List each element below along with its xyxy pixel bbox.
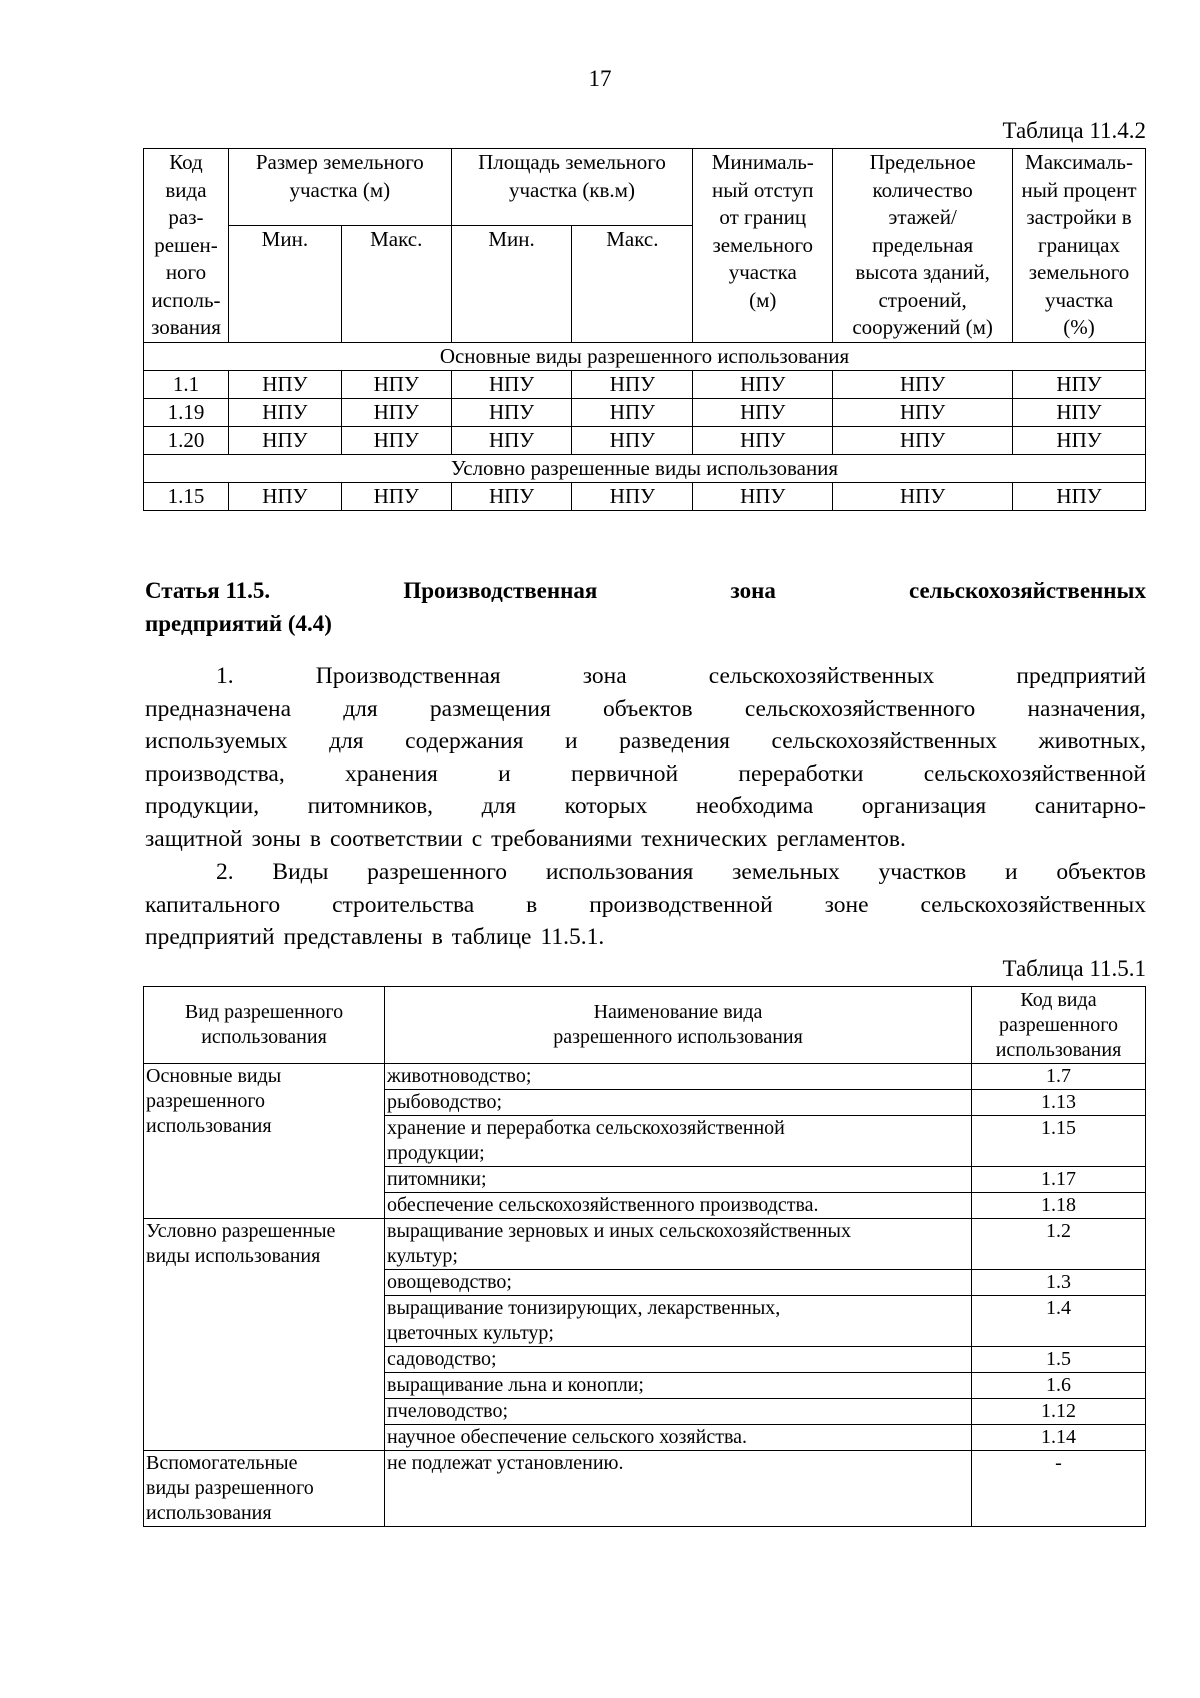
word: питомников,: [307, 793, 434, 819]
word: капитального: [145, 891, 281, 918]
table-caption: Таблица 11.4.2: [1002, 118, 1146, 143]
text-line: участка (кв.м): [508, 177, 635, 202]
text-line: Минималь-: [711, 150, 814, 174]
text-line: участка: [1044, 287, 1114, 312]
text-line: культур;: [387, 1245, 458, 1267]
word: сельскохозяйственных: [920, 891, 1146, 918]
word: защитной: [145, 825, 243, 852]
value-cell: НПУ: [228, 482, 341, 510]
text-line: рыбоводство;: [387, 1091, 502, 1113]
use-code-cell: 1.5: [972, 1347, 1146, 1373]
text-line: ного: [165, 260, 207, 284]
code-cell: 1.20: [144, 426, 229, 454]
text-line: (%): [1063, 315, 1095, 339]
word: переработки: [738, 760, 864, 787]
table-row: [144, 1451, 1146, 1527]
word: строительства: [332, 891, 475, 918]
value-cell: НПУ: [572, 370, 693, 398]
text-line: от границ: [719, 205, 807, 229]
paragraph-line: [145, 660, 1146, 693]
value-cell: НПУ: [572, 426, 693, 454]
paragraph-line: [145, 758, 1146, 791]
word: зоне: [824, 891, 869, 918]
value-cell: НПУ: [833, 370, 1013, 398]
group-label-cell: [144, 1219, 385, 1451]
word: производства,: [145, 760, 285, 787]
value-cell: НПУ: [693, 482, 833, 510]
word: для: [329, 728, 364, 754]
word: использования: [545, 859, 694, 885]
paragraph-line: [145, 823, 1146, 856]
text-line: ный отступ: [712, 177, 814, 202]
value-cell: НПУ: [228, 398, 341, 426]
page-number: 17: [588, 66, 612, 91]
table-row: [144, 426, 1146, 454]
word: предприятий: [145, 924, 275, 950]
table-row: [144, 482, 1146, 510]
text-line: (м): [749, 287, 777, 312]
use-code-cell: 1.12: [972, 1399, 1146, 1425]
text-line: этажей/: [888, 205, 957, 229]
header-floors: [833, 149, 1013, 343]
text-line: земельного: [712, 232, 814, 257]
value-cell: НПУ: [1013, 482, 1146, 510]
group-label-cell: [144, 1064, 385, 1219]
word: и: [1005, 859, 1018, 885]
paragraph-2: [145, 856, 1146, 954]
value-cell: НПУ: [451, 482, 572, 510]
text-line: Вспомогательные: [146, 1452, 298, 1474]
paragraph-line: [145, 856, 1146, 889]
use-code-cell: -: [972, 1451, 1146, 1527]
use-code-cell: 1.13: [972, 1090, 1146, 1116]
heading-line-2: предприятий (4.4): [145, 611, 332, 636]
text-line: использования: [201, 1026, 327, 1048]
word: представлены: [283, 924, 423, 950]
word: размещения: [429, 695, 551, 722]
text-line: зования: [151, 315, 221, 339]
text-line: Предельное: [869, 150, 976, 174]
text-line: разрешенного: [146, 1090, 266, 1112]
text-line: Основные виды: [146, 1065, 282, 1087]
text-line: границах: [1038, 232, 1120, 257]
text-line: выращивание зерновых и иных сельскохозяйственных: [387, 1220, 851, 1242]
text-line: исполь-: [151, 287, 221, 312]
header-type: [144, 987, 385, 1064]
header-setback: [693, 149, 833, 343]
text-line: использования: [146, 1502, 272, 1524]
use-name-cell: [385, 1090, 972, 1116]
value-cell: НПУ: [693, 426, 833, 454]
text-line: выращивание льна и конопли;: [387, 1374, 644, 1396]
text-line: виды использования: [146, 1245, 321, 1267]
value-cell: НПУ: [341, 482, 451, 510]
value-cell: НПУ: [228, 370, 341, 398]
text-line: разрешенного: [998, 1013, 1119, 1036]
word: предприятий: [1016, 663, 1146, 689]
text-line: строений,: [878, 287, 967, 312]
table-11-5-1: [143, 986, 1146, 1527]
text-line: Условно разрешенные: [146, 1220, 336, 1242]
word: зоны: [251, 825, 301, 852]
table-caption: Таблица 11.5.1: [1002, 956, 1146, 981]
value-cell: НПУ: [1013, 398, 1146, 426]
word: технических: [641, 825, 768, 852]
text-line: разрешенного использования: [553, 1026, 803, 1048]
word: Производственная: [315, 663, 501, 689]
text-line: продукции;: [387, 1142, 485, 1164]
use-code-cell: 1.14: [972, 1425, 1146, 1451]
use-name-cell: [385, 1347, 972, 1373]
word: с: [471, 825, 483, 852]
text-line: Код вида: [1020, 988, 1097, 1011]
value-cell: НПУ: [451, 398, 572, 426]
use-name-cell: [385, 1399, 972, 1425]
text-line: высота зданий,: [855, 260, 990, 284]
value-cell: НПУ: [228, 426, 341, 454]
text-line: питомники;: [387, 1168, 487, 1190]
section-main: Основные виды разрешенного использования: [144, 342, 1146, 370]
value-cell: НПУ: [451, 370, 572, 398]
header-max: Макс.: [572, 226, 693, 343]
use-code-cell: 1.2: [972, 1219, 1146, 1270]
text-line: научное обеспечение сельского хозяйства.: [387, 1426, 748, 1448]
value-cell: НПУ: [693, 398, 833, 426]
word: Виды: [272, 859, 329, 885]
word: санитарно-: [1034, 793, 1146, 819]
word: животных,: [1038, 728, 1146, 754]
word: в: [309, 825, 321, 852]
word: сельскохозяйственного: [744, 695, 976, 722]
word: соответствии: [329, 825, 463, 852]
value-cell: НПУ: [833, 482, 1013, 510]
word: организация: [861, 793, 987, 819]
text-line: не подлежат установлению.: [387, 1452, 624, 1474]
table-row: [144, 398, 1146, 426]
table-row: [144, 1064, 1146, 1090]
text-line: Максималь-: [1025, 150, 1133, 174]
header-coverage: [1013, 149, 1146, 343]
word: первичной: [570, 760, 679, 787]
word: продукции,: [145, 793, 260, 819]
use-name-cell: [385, 1193, 972, 1219]
header-name: [385, 987, 972, 1064]
word: сельскохозяйственных: [771, 728, 997, 754]
text-line: застройки в: [1026, 205, 1132, 229]
word: сельскохозяйственной: [923, 760, 1146, 787]
use-name-cell: [385, 1425, 972, 1451]
value-cell: НПУ: [341, 398, 451, 426]
text-line: выращивание тонизирующих, лекарственных,: [387, 1297, 781, 1319]
use-name-cell: [385, 1064, 972, 1090]
use-name-cell: [385, 1116, 972, 1167]
code-cell: 1.15: [144, 482, 229, 510]
header-min: Мин.: [451, 226, 572, 343]
word: которых: [564, 793, 648, 819]
word: объектов: [603, 695, 693, 722]
text-line: пчеловодство;: [387, 1400, 509, 1422]
value-cell: НПУ: [1013, 426, 1146, 454]
text-line: цветочных культур;: [387, 1322, 554, 1344]
word: участков: [878, 859, 967, 885]
text-line: Наименование вида: [593, 1001, 763, 1023]
use-code-cell: 1.17: [972, 1167, 1146, 1193]
header-min: Мин.: [228, 226, 341, 343]
value-cell: НПУ: [341, 426, 451, 454]
header-code: [144, 149, 229, 343]
text-line: участка: [728, 260, 797, 284]
heading-word: Производственная: [403, 578, 598, 603]
group-label-cell: [144, 1451, 385, 1527]
header-plot-size: [228, 149, 451, 226]
word: таблице: [451, 924, 532, 950]
code-cell: 1.1: [144, 370, 229, 398]
word: необходима: [695, 793, 814, 819]
word: в: [526, 891, 538, 918]
word: и: [564, 728, 578, 754]
word: назначения,: [1027, 695, 1146, 722]
value-cell: НПУ: [1013, 370, 1146, 398]
text-line: участка (м): [289, 177, 391, 202]
word: 1.: [216, 663, 234, 689]
table-row: [144, 1219, 1146, 1270]
use-code-cell: 1.3: [972, 1270, 1146, 1296]
word: в: [431, 924, 443, 950]
table-11-4-2: [143, 148, 1146, 511]
use-code-cell: 1.18: [972, 1193, 1146, 1219]
text-line: Вид разрешенного: [184, 1001, 344, 1023]
use-name-cell: [385, 1373, 972, 1399]
heading-word: сельскохозяйственных: [908, 578, 1146, 603]
value-cell: НПУ: [451, 426, 572, 454]
word: для: [343, 695, 378, 722]
word: используемых: [145, 728, 288, 754]
word: разрешенного: [367, 859, 508, 885]
text-line: использования: [995, 1038, 1122, 1061]
word: содержания: [405, 728, 524, 754]
use-code-cell: 1.15: [972, 1116, 1146, 1167]
text-line: животноводство;: [387, 1065, 532, 1087]
text-line: Размер земельного: [255, 150, 424, 174]
use-code-cell: 1.7: [972, 1064, 1146, 1090]
use-code-cell: 1.6: [972, 1373, 1146, 1399]
text-line: решен-: [154, 232, 218, 257]
text-line: сооружений (м): [852, 315, 993, 339]
use-name-cell: [385, 1296, 972, 1347]
word: хранения: [344, 760, 438, 787]
text-line: вида: [165, 177, 207, 202]
heading-word: Статья 11.5.: [145, 578, 271, 603]
paragraph-line: [145, 693, 1146, 726]
word: земельных: [732, 859, 840, 885]
value-cell: НПУ: [572, 398, 693, 426]
use-code-cell: 1.4: [972, 1296, 1146, 1347]
text-line: виды разрешенного: [146, 1477, 314, 1499]
paragraph-line: [145, 921, 1146, 954]
table-row: [144, 370, 1146, 398]
paragraph-line: [145, 889, 1146, 922]
text-line: хранение и переработка сельскохозяйственной: [387, 1117, 785, 1139]
section-conditional: Условно разрешенные виды использования: [144, 454, 1146, 482]
text-line: использования: [146, 1115, 272, 1137]
article-heading: [145, 574, 1146, 640]
value-cell: НПУ: [833, 398, 1013, 426]
use-name-cell: [385, 1219, 972, 1270]
use-name-cell: [385, 1167, 972, 1193]
text-line: овощеводство;: [387, 1271, 512, 1293]
value-cell: НПУ: [833, 426, 1013, 454]
word: для: [481, 793, 517, 819]
value-cell: НПУ: [693, 370, 833, 398]
text-line: садоводство;: [387, 1348, 497, 1370]
word: сельскохозяйственных: [708, 663, 935, 689]
text-line: количество: [872, 177, 973, 202]
text-line: раз-: [168, 205, 204, 229]
text-line: Код: [169, 150, 203, 174]
word: разведения: [619, 728, 730, 754]
value-cell: НПУ: [572, 482, 693, 510]
value-cell: НПУ: [341, 370, 451, 398]
word: производственной: [589, 891, 773, 918]
header-plot-area: [451, 149, 693, 226]
text-line: обеспечение сельскохозяйственного производства.: [387, 1194, 819, 1216]
paragraph-line: [145, 725, 1146, 758]
paragraph-line: [145, 790, 1146, 823]
text-line: Площадь земельного: [478, 150, 666, 174]
word: регламентов.: [776, 825, 906, 852]
word: зона: [582, 663, 627, 689]
word: объектов: [1056, 859, 1146, 885]
code-cell: 1.19: [144, 398, 229, 426]
use-name-cell: [385, 1451, 972, 1527]
heading-word: зона: [730, 578, 776, 603]
header-max: Макс.: [341, 226, 451, 343]
word: требованиями: [491, 825, 633, 852]
word: 2.: [216, 859, 234, 885]
word: и: [498, 760, 511, 787]
paragraph-1: [145, 660, 1146, 855]
word: 11.5.1.: [540, 924, 605, 950]
use-name-cell: [385, 1270, 972, 1296]
text-line: предельная: [872, 232, 974, 257]
text-line: земельного: [1028, 260, 1130, 284]
header-code: [972, 987, 1146, 1064]
word: предназначена: [145, 695, 292, 722]
text-line: ный процент: [1021, 177, 1137, 202]
